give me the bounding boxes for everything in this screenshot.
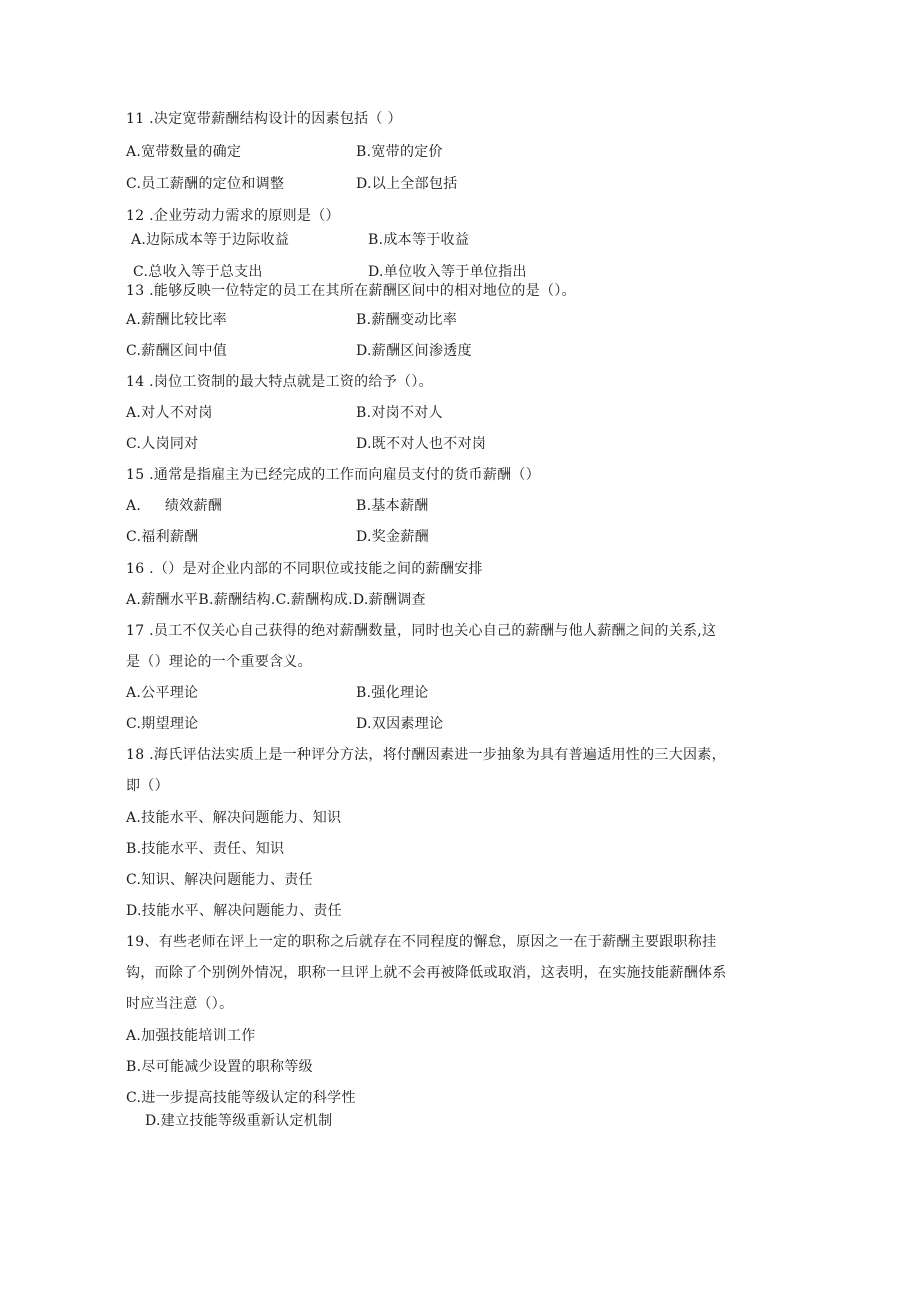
question-18-option-b: B.技能水平、责任、知识: [126, 841, 285, 857]
question-19-option-b: B.尽可能减少设置的职称等级: [126, 1059, 313, 1075]
question-18-option-a: A.技能水平、解决问题能力、知识: [126, 810, 342, 826]
question-16-stem: 16 .（）是对企业内部的不同职位或技能之间的薪酬安排: [126, 561, 483, 577]
question-14-option-b: B.对岗不对人: [356, 405, 443, 421]
question-16-options: A.薪酬水平B.薪酬结构.C.薪酬构成.D.薪酬调查: [126, 592, 426, 608]
question-18-option-c: C.知识、解决问题能力、责任: [126, 872, 313, 888]
question-11-option-d: D.以上全部包括: [356, 176, 458, 192]
question-11-option-a: A.宽带数量的确定: [126, 144, 242, 160]
question-17-stem-line-2: 是（）理论的一个重要含义。: [126, 654, 312, 670]
question-15-option-c: C.福利薪酬: [126, 529, 199, 545]
question-15-option-b: B.基本薪酬: [356, 498, 429, 514]
question-17-option-a: A.公平理论: [126, 685, 199, 701]
question-12-option-d: D.单位收入等于单位指出: [368, 264, 527, 280]
question-17-option-d: D.双因素理论: [356, 716, 444, 732]
question-19-stem-line-1: 19、有些老师在评上一定的职称之后就存在不同程度的懈怠，原因之一在于薪酬主要跟职称挂: [126, 934, 717, 950]
question-17-option-c: C.期望理论: [126, 716, 199, 732]
question-17-option-b: B.强化理论: [356, 685, 429, 701]
question-13-option-b: B.薪酬变动比率: [356, 312, 458, 328]
question-13-option-a: A.薪酬比较比率: [126, 312, 227, 328]
question-15-stem: 15 .通常是指雇主为已经完成的工作而向雇员支付的货币薪酬（）: [126, 467, 541, 483]
question-19-stem-line-3: 时应当注意（）。: [126, 996, 234, 1012]
question-13-option-c: C.薪酬区间中值: [126, 343, 228, 359]
question-19-option-a: A.加强技能培训工作: [126, 1028, 256, 1044]
question-17-stem-line-1: 17 .员工不仅关心自己获得的绝对薪酬数量，同时也关心自己的薪酬与他人薪酬之间的关系,这: [126, 623, 717, 639]
question-19-option-c: C.进一步提高技能等级认定的科学性: [126, 1090, 356, 1106]
question-18-option-d: D.技能水平、解决问题能力、责任: [126, 903, 342, 919]
question-15-option-d: D.奖金薪酬: [356, 529, 429, 545]
question-12-option-c: C.总收入等于总支出: [133, 264, 263, 280]
question-18-stem-line-1: 18 .海氏评估法实质上是一种评分方法，将付酬因素进一步抽象为具有普遍适用性的三大因素，: [126, 747, 726, 763]
question-12-option-a: A.边际成本等于边际收益: [131, 232, 290, 248]
question-12-stem: 12 .企业劳动力需求的原则是（）: [126, 208, 340, 224]
question-14-option-c: C.人岗同对: [126, 436, 199, 452]
question-15-option-a: A. 绩效薪酬: [126, 498, 223, 514]
question-12-option-b: B.成本等于收益: [368, 232, 470, 248]
question-11-option-c: C.员工薪酬的定位和调整: [126, 176, 285, 192]
question-14-stem: 14 .岗位工资制的最大特点就是工资的给予（）。: [126, 374, 433, 390]
question-13-option-d: D.薪酬区间渗透度: [356, 343, 472, 359]
question-14-option-a: A.对人不对岗: [126, 405, 213, 421]
question-13-stem: 13 .能够反映一位特定的员工在其所在薪酬区间中的相对地位的是（）。: [126, 283, 576, 299]
question-11-option-b: B.宽带的定价: [356, 144, 443, 160]
question-18-stem-line-2: 即（）: [126, 778, 169, 794]
question-19-stem-line-2: 钩，而除了个别例外情况，职称一旦评上就不会再被降低或取消，这表明，在实施技能薪酬体系: [126, 965, 727, 981]
question-11-stem: 11 .决定宽带薪酬结构设计的因素包括（ ）: [126, 111, 402, 127]
question-19-option-d: D.建立技能等级重新认定机制: [145, 1113, 333, 1129]
question-14-option-d: D.既不对人也不对岗: [356, 436, 487, 452]
